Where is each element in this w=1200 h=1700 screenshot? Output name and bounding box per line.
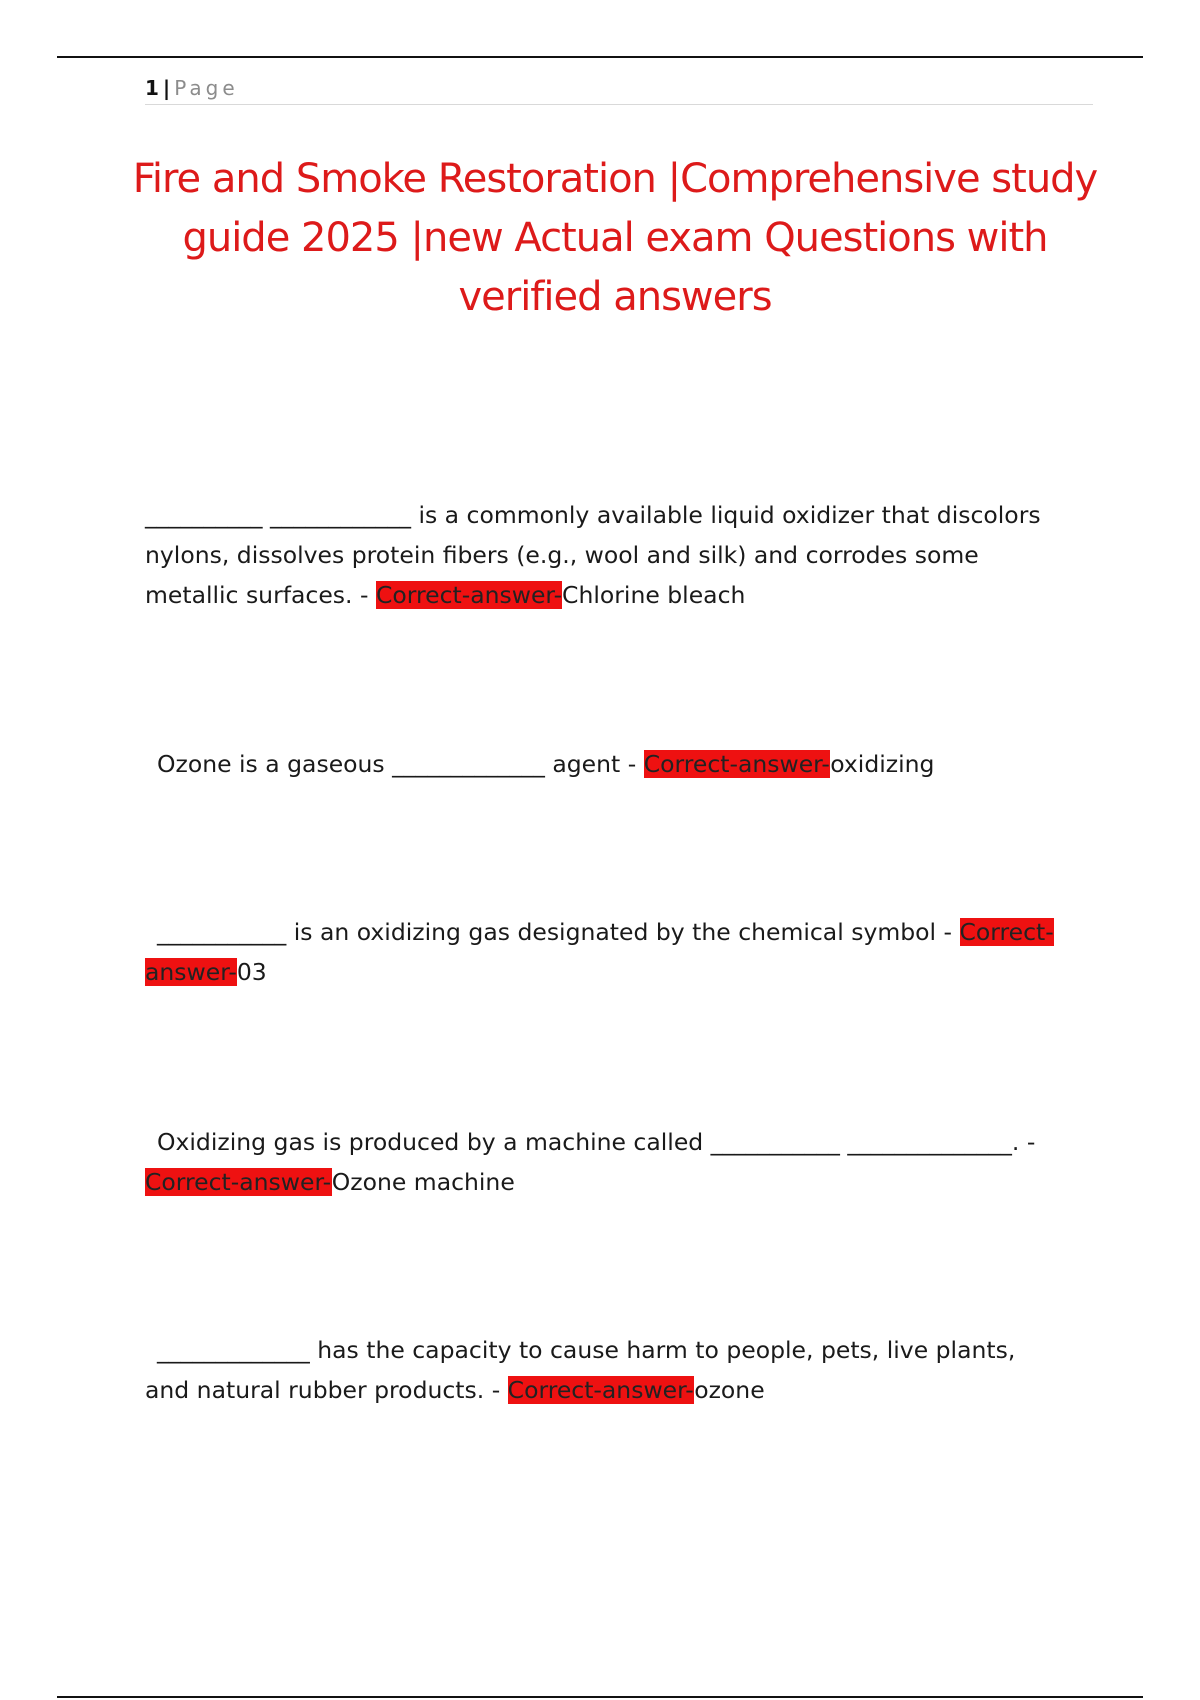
answer-text: ozone bbox=[694, 1376, 765, 1404]
question-text: ___________ is an oxidizing gas designated by the chemical symbol - bbox=[157, 918, 960, 946]
correct-answer-label: Correct-answer- bbox=[375, 581, 563, 609]
qa-item-2 bbox=[145, 744, 1065, 784]
page-separator: | bbox=[162, 76, 171, 100]
question-text: __________ ____________ is a commonly available liquid oxidizer that discolors nylons, dissolves protein fibers (e.g., wool and silk) and corrodes some metallic surfaces. - bbox=[145, 501, 1041, 609]
correct-answer-label: Correct-answer- bbox=[145, 1168, 332, 1196]
answer-text: 03 bbox=[236, 958, 267, 986]
answer-text: oxidizing bbox=[830, 750, 935, 778]
document-title: Fire and Smoke Restoration |Comprehensive study guide 2025 |new Actual exam Questions with verified answers bbox=[132, 156, 1098, 320]
page-label: Page bbox=[174, 76, 239, 100]
question-text: Ozone is a gaseous _____________ agent - bbox=[157, 750, 644, 778]
question-text: _____________ has the capacity to cause harm to people, pets, live plants, and natural rubber products. - bbox=[145, 1336, 1016, 1404]
correct-answer-label: Correct-answer- bbox=[643, 750, 831, 778]
answer-text: Chlorine bleach bbox=[562, 581, 746, 609]
question-text: Oxidizing gas is produced by a machine called ___________ ______________. - bbox=[157, 1128, 1036, 1156]
bottom-rule bbox=[57, 1696, 1143, 1698]
top-rule bbox=[57, 56, 1143, 58]
correct-answer-label: Correct-answer- bbox=[145, 918, 1054, 986]
qa-item-4 bbox=[145, 1122, 1065, 1202]
qa-item-5 bbox=[145, 1330, 1065, 1410]
qa-item-3 bbox=[145, 912, 1065, 992]
page-header bbox=[145, 74, 1093, 105]
correct-answer-label: Correct-answer- bbox=[507, 1376, 695, 1404]
answer-text: Ozone machine bbox=[331, 1168, 515, 1196]
page-number: 1 bbox=[145, 76, 159, 100]
qa-item-1 bbox=[145, 495, 1065, 615]
